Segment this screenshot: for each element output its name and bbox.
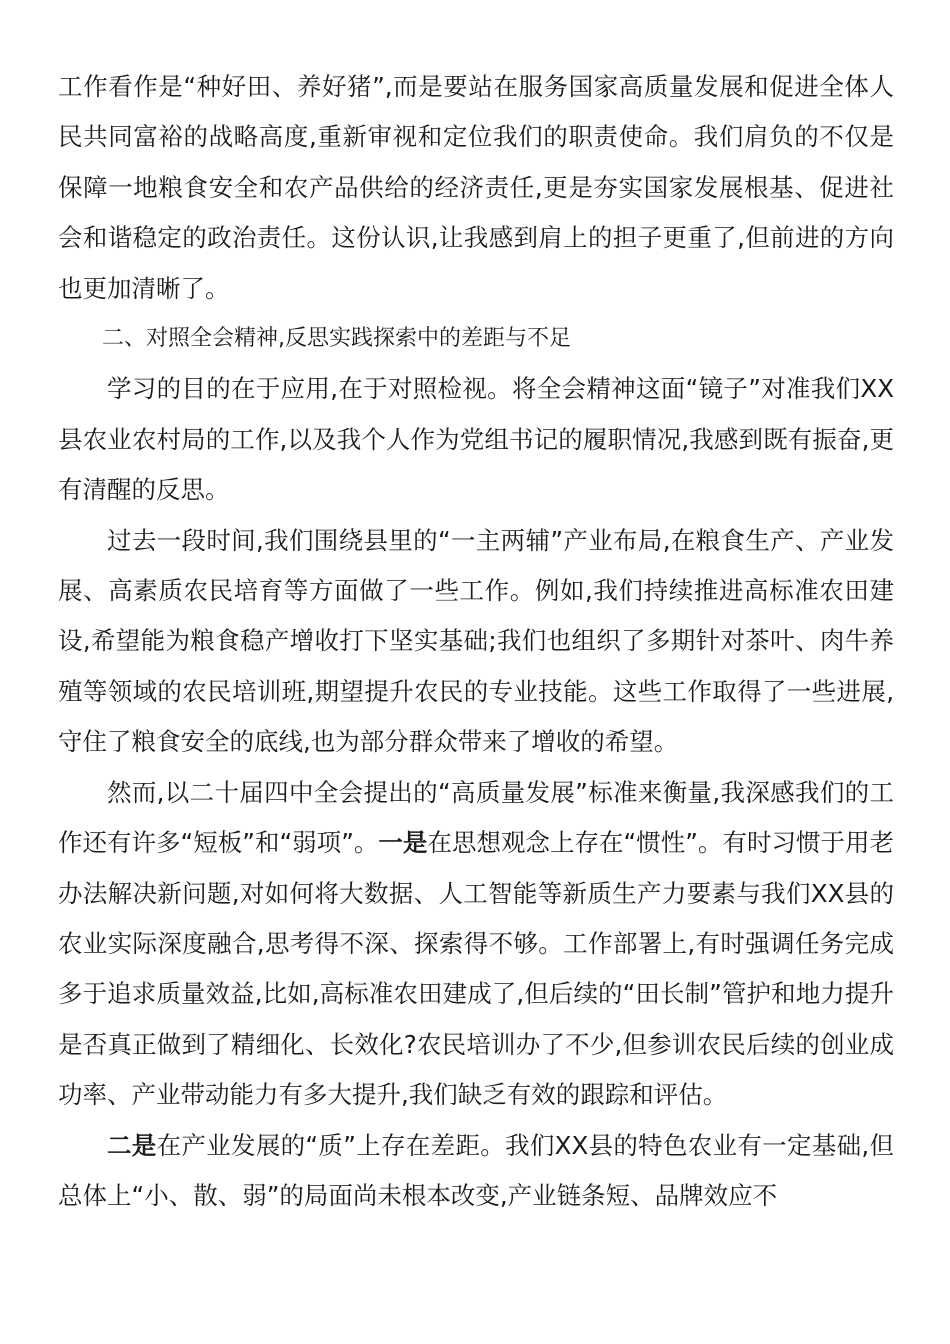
paragraph-6 — [58, 1121, 894, 1222]
paragraph-5 — [58, 768, 894, 1121]
point-two-text: 在产业发展的“质”上存在差距。我们XX县的特色农业有一定基础,但总体上“小、散、弱”的局面尚未根本改变,产业链条短、品牌效应不 — [58, 1130, 894, 1210]
paragraph-4: 过去一段时间,我们围绕县里的“一主两辅”产业布局,在粮食生产、产业发展、高素质农民培育等方面做了一些工作。例如,我们持续推进高标准农田建设,希望能为粮食稳产增收打下坚实基础;我们也组织了多期针对茶叶、肉牛养殖等领域的农民培训班,期望提升农民的专业技能。这些工作取得了一些进展,守住了粮食安全的底线,也为部分群众带来了增收的希望。 — [58, 525, 894, 757]
point-two-label: 二是 — [107, 1130, 157, 1160]
paragraph-3: 学习的目的在于应用,在于对照检视。将全会精神这面“镜子”对准我们XX县农业农村局的工作,以及我个人作为党组书记的履职情况,我感到既有振奋,更有清醒的反思。 — [58, 374, 894, 505]
paragraph-1: 工作看作是“种好田、养好猪”,而是要站在服务国家高质量发展和促进全体人民共同富裕的战略高度,重新审视和定位我们的职责使命。我们肩负的不仅是保障一地粮食安全和农产品供给的经济责任,更是夯实国家发展根基、促进社会和谐稳定的政治责任。这份认识,让我感到肩上的担子更重了,但前进的方向也更加清晰了。 — [58, 72, 894, 303]
document-page — [58, 62, 894, 1221]
section-heading: 二、对照全会精神,反思实践探索中的差距与不足 — [102, 326, 571, 352]
point-one-text: 在思想观念上存在“惯性”。有时习惯于用老办法解决新问题,对如何将大数据、人工智能等新质生产力要素与我们XX县的农业实际深度融合,思考得不深、探索得不够。工作部署上,有时强调任务完成多于追求质量效益,比如,高标准农田建成了,但后续的“田长制”管护和地力提升是否真正做到了精细化、长效化?农民培训办了不少,但参训农民后续的创业成功率、产业带动能力有多大提升,我们缺乏有效的跟踪和评估。 — [58, 828, 894, 1110]
paragraph-5-intro: 然而,以二十届四中全会提出的“高质量发展”标准来衡量,我深感我们的工作还有许多“短板”和“弱项”。 — [58, 777, 894, 858]
point-one-label: 一是 — [378, 828, 428, 858]
